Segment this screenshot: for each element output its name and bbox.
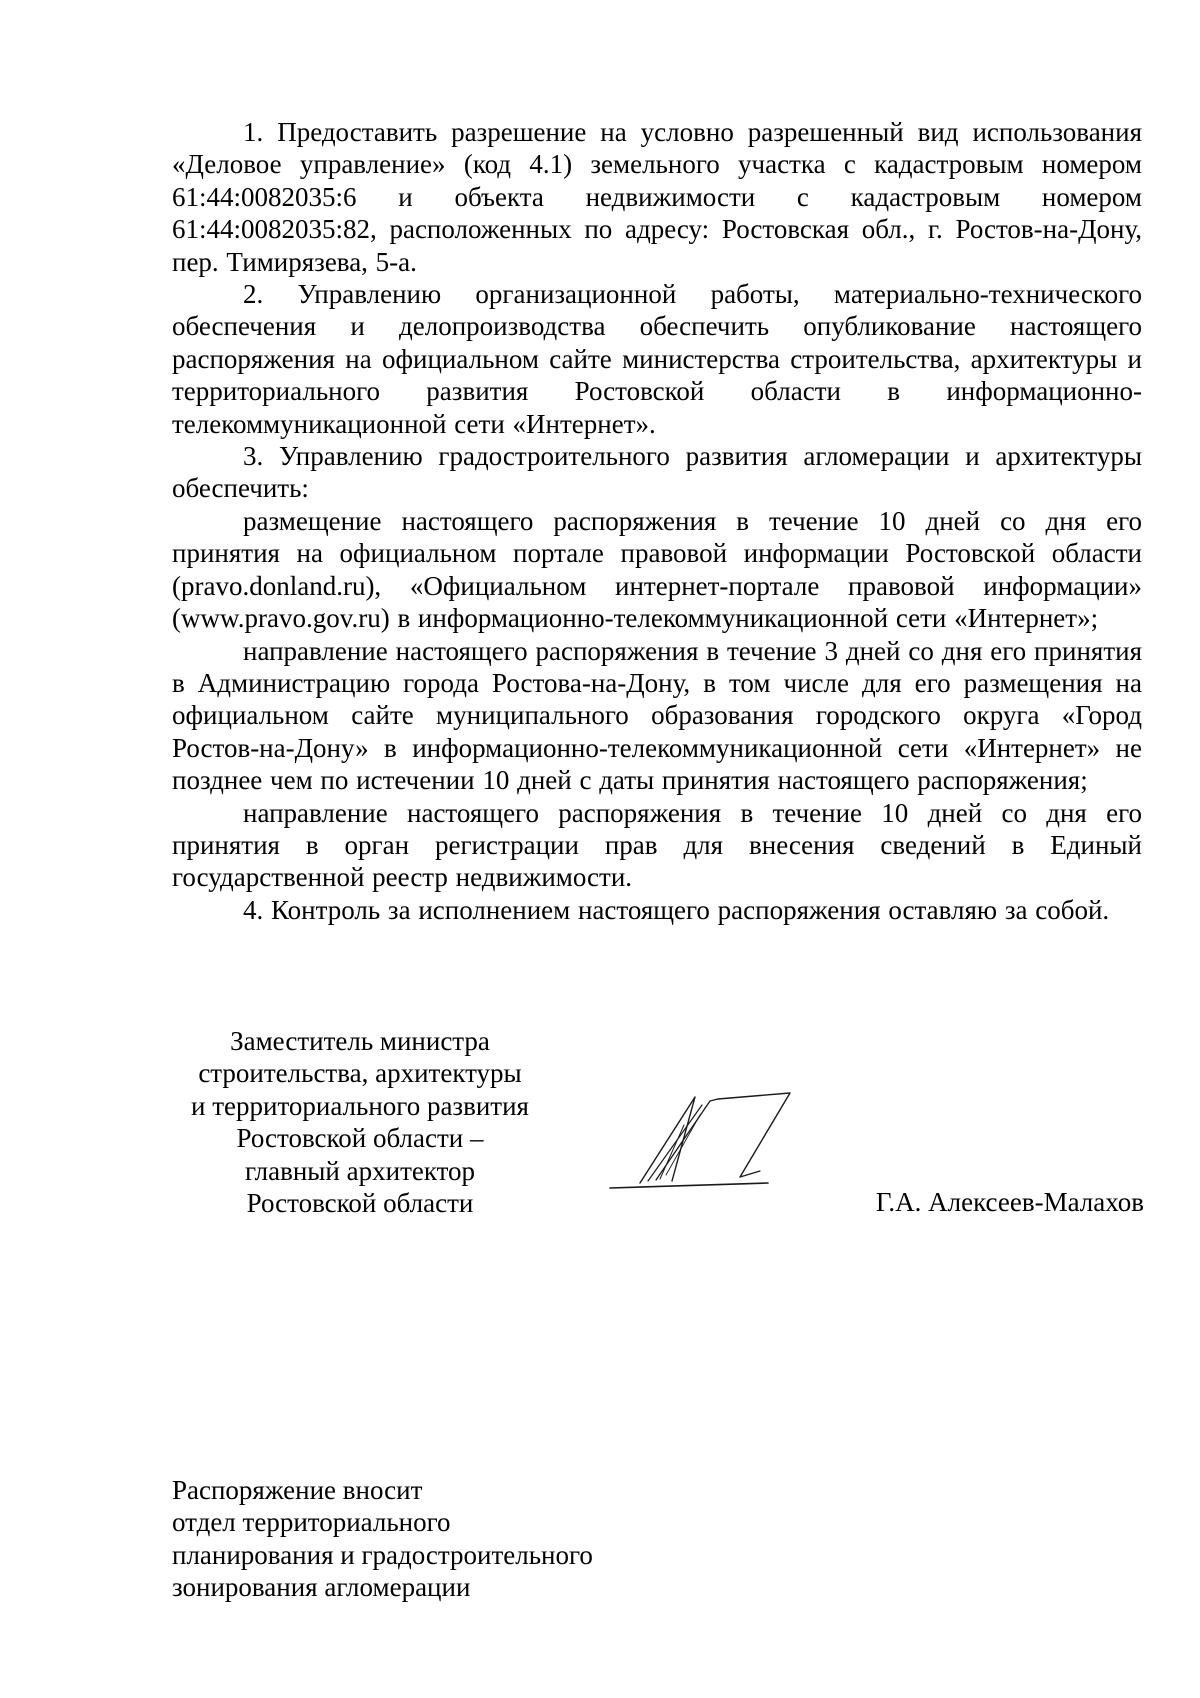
signatory-title-line: Ростовской области – xyxy=(236,1123,484,1154)
signatory-title-line: главный архитектор xyxy=(244,1155,476,1186)
paragraph-item-3-sub-1: размещение настоящего распоряжения в течение 10 дней со дня его принятия на официальном портале правовой информации Ростовской области (pravo.donland.ru), «Официальном интернет-портале правовой информации» (www.pravo.gov.ru) в информационно-телекоммуникационной сети «Интернет»; xyxy=(172,505,1142,634)
handwritten-signature xyxy=(600,1085,800,1195)
submitted-by xyxy=(172,1474,593,1604)
signatory-title xyxy=(160,1025,560,1219)
paragraph-item-3-sub-3: направление настоящего распоряжения в течение 10 дней со дня его принятия в орган регистрации прав для внесения сведений в Единый государственной реестр недвижимости. xyxy=(172,797,1142,893)
signatory-title-line: и территориального развития xyxy=(191,1090,529,1121)
signatory-title-line: Заместитель министра xyxy=(230,1026,490,1056)
submitted-by-line: зонирования агломерации xyxy=(172,1572,471,1603)
signatory-title-line: Ростовской области xyxy=(246,1188,474,1219)
order-body xyxy=(172,116,1142,926)
submitted-by-line: планирования и градостроительного xyxy=(172,1539,593,1570)
signatory-title-line: строительства, архитектуры xyxy=(198,1058,522,1089)
submitted-by-line: отдел территориального xyxy=(172,1507,451,1538)
paragraph-item-1: 1. Предоставить разрешение на условно разрешенный вид использования «Деловое управление» (код 4.1) земельного участка с кадастровым номером 61:44:0082035:6 и объекта недвижимости с кадастровым номером 61:44:0082035:82, расположенных по адресу: Ростовская обл., г. Ростов-на-Дону, пер. Тимирязева, 5-а. xyxy=(172,117,1142,277)
paragraph-item-3-sub-2: направление настоящего распоряжения в течение 3 дней со дня его принятия в Администрацию города Ростова-на-Дону, в том числе для его размещения на официальном сайте муниципального образования городского округа «Город Ростов-на-Дону» в информационно-телекоммуникационной сети «Интернет» не позднее чем по истечении 10 дней с даты принятия настоящего распоряжения; xyxy=(172,635,1142,796)
signatory-name: Г.А. Алексеев-Малахов xyxy=(875,1187,1144,1217)
paragraph-item-3: 3. Управлению градостроительного развития агломерации и архитектуры обеспечить: xyxy=(172,441,1142,504)
submitted-by-line: Распоряжение вносит xyxy=(172,1475,423,1505)
paragraph-item-2: 2. Управлению организационной работы, материально-технического обеспечения и делопроизводства обеспечить опубликование настоящего распоряжения на официальном сайте министерства строительства, архитектуры и территориального развития Ростовской области в информационно-телекоммуникационной сети «Интернет». xyxy=(172,279,1142,439)
paragraph-item-4: 4. Контроль за исполнением настоящего распоряжения оставляю за собой. xyxy=(243,894,1110,925)
